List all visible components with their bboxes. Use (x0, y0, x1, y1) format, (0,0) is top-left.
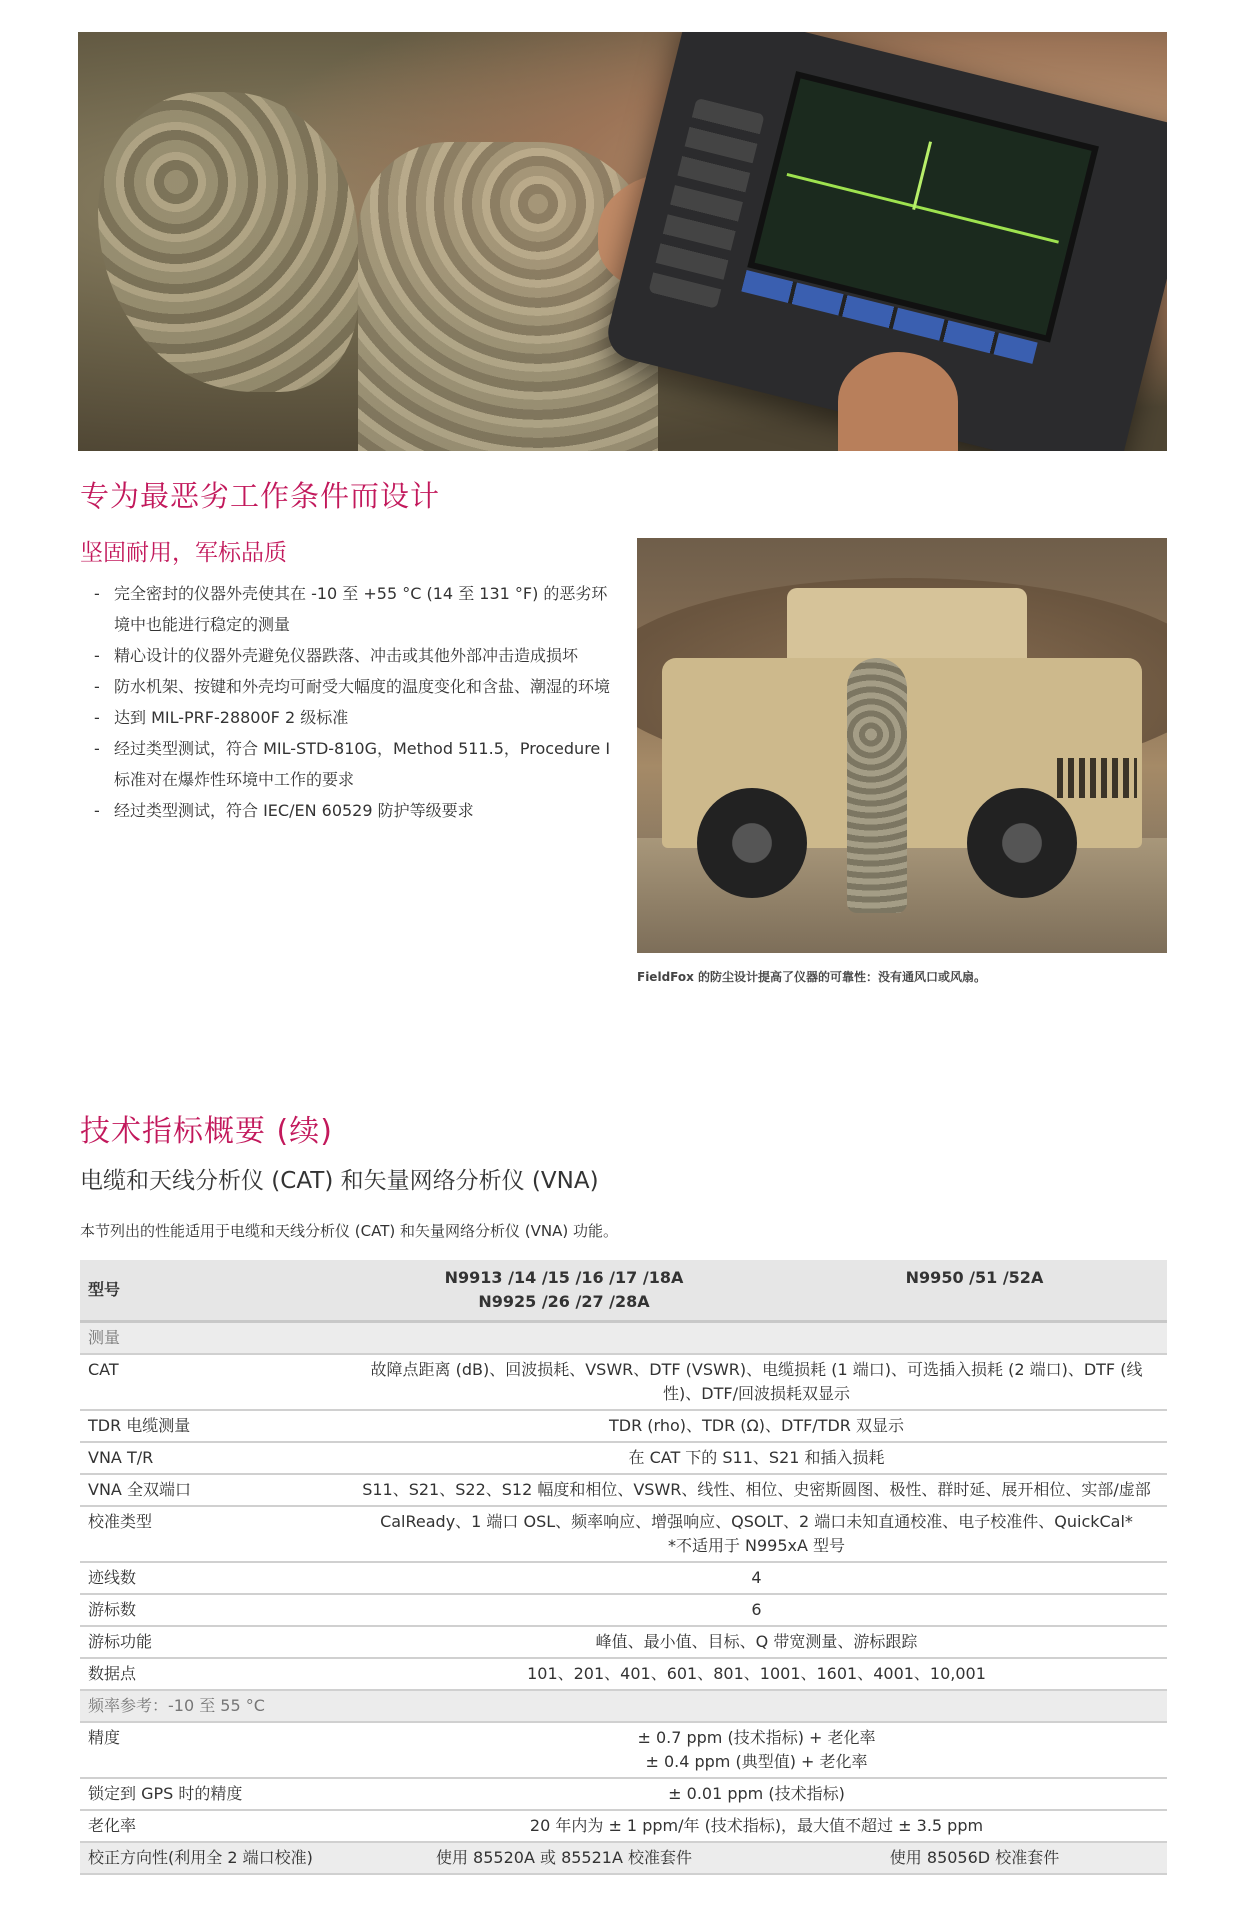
header-model-col2: N9950 /51 /52A (782, 1260, 1167, 1322)
bullet-item: - 防水机架、按键和外壳均可耐受大幅度的温度变化和含盐、潮湿的环境 (92, 671, 612, 702)
group-measurement: 测量 (80, 1322, 1167, 1355)
row-label: 校正方向性(利用全 2 端口校准) (80, 1842, 346, 1874)
soldier-figure (847, 658, 907, 913)
cal-footnote: *不适用于 N995xA 型号 (667, 1536, 846, 1555)
humvee-wheel (697, 788, 807, 898)
row-label: 游标功能 (80, 1626, 346, 1658)
row-value: ± 0.01 ppm (技术指标) (346, 1778, 1167, 1810)
row-value: S11、S21、S22、S12 幅度和相位、VSWR、线性、相位、史密斯圆图、极性、群时延、展开相位、实部/虚部 (346, 1474, 1167, 1506)
table-row (80, 1658, 1167, 1690)
table-row (80, 1562, 1167, 1594)
row-value: 峰值、最小值、目标、Q 带宽测量、游标跟踪 (346, 1626, 1167, 1658)
table-row (80, 1722, 1167, 1778)
row-value: 6 (346, 1594, 1167, 1626)
row-value-col2: 使用 85056D 校准套件 (782, 1842, 1167, 1874)
section-subtitle: 电缆和天线分析仪 (CAT) 和矢量网络分析仪 (VNA) (80, 1168, 599, 1194)
group-frequency-reference: 频率参考：-10 至 55 °C (80, 1690, 1167, 1722)
spectrum-peak (912, 141, 932, 210)
row-value: 101、201、401、601、801、1001、1601、4001、10,001 (346, 1658, 1167, 1690)
row-label: 校准类型 (80, 1506, 346, 1562)
row-value: 20 年内为 ± 1 ppm/年 (技术指标)，最大值不超过 ± 3.5 ppm (346, 1810, 1167, 1842)
row-label: TDR 电缆测量 (80, 1410, 346, 1442)
bullet-item: - 经过类型测试，符合 MIL-STD-810G，Method 511.5，Procedure I 标准对在爆炸性环境中工作的要求 (92, 733, 612, 795)
row-label: 游标数 (80, 1594, 346, 1626)
spectrum-trace (787, 173, 1059, 244)
table-row (80, 1354, 1167, 1410)
header-col1-line1: N9913 /14 /15 /16 /17 /18A (444, 1268, 684, 1287)
header-model-label: 型号 (80, 1260, 346, 1322)
row-label: 老化率 (80, 1810, 346, 1842)
humvee-grill (1057, 758, 1137, 798)
row-value: 4 (346, 1562, 1167, 1594)
bullet-item: - 经过类型测试，符合 IEC/EN 60529 防护等级要求 (92, 795, 612, 826)
row-label: 精度 (80, 1722, 346, 1778)
table-row (80, 1474, 1167, 1506)
photo-caption: FieldFox 的防尘设计提高了仪器的可靠性：没有通风口或风扇。 (637, 970, 987, 984)
table-row (80, 1594, 1167, 1626)
feature-bullet-list (92, 578, 612, 826)
humvee-field-photo (637, 538, 1167, 953)
table-group-row (80, 1322, 1167, 1355)
row-label: VNA T/R (80, 1442, 346, 1474)
bullet-item: - 达到 MIL-PRF-28800F 2 级标准 (92, 702, 612, 733)
row-label: 锁定到 GPS 时的精度 (80, 1778, 346, 1810)
row-value (346, 1722, 1167, 1778)
humvee-wheel (967, 788, 1077, 898)
section-note: 本节列出的性能适用于电缆和天线分析仪 (CAT) 和矢量网络分析仪 (VNA) 功能。 (80, 1222, 618, 1240)
accuracy-typical: ± 0.4 ppm (典型值) + 老化率 (645, 1752, 868, 1771)
row-value (346, 1506, 1167, 1562)
bullet-item: - 精心设计的仪器外壳避免仪器跌落、冲击或其他外部冲击造成损坏 (92, 640, 612, 671)
subheading-rugged: 坚固耐用，军标品质 (80, 540, 287, 566)
hero-photo-handheld-analyzer (78, 32, 1167, 451)
accuracy-spec: ± 0.7 ppm (技术指标) + 老化率 (637, 1728, 876, 1747)
soldier-camo-torso (98, 92, 358, 392)
soldier-camo-arm (358, 142, 658, 451)
bullet-item: - 完全密封的仪器外壳使其在 -10 至 +55 °C (14 至 131 °F) 的恶劣环境中也能进行稳定的测量 (92, 578, 612, 640)
row-label: 迹线数 (80, 1562, 346, 1594)
row-label: VNA 全双端口 (80, 1474, 346, 1506)
row-value-col1: 使用 85520A 或 85521A 校准套件 (346, 1842, 782, 1874)
heading-harsh-conditions: 专为最恶劣工作条件而设计 (80, 479, 441, 513)
cal-types: CalReady、1 端口 OSL、频率响应、增强响应、QSOLT、2 端口未知直通校准、电子校准件、QuickCal* (380, 1512, 1133, 1531)
thumb-shape (838, 352, 958, 451)
table-group-row (80, 1690, 1167, 1722)
table-header-row (80, 1260, 1167, 1322)
row-value: 故障点距离 (dB)、回波损耗、VSWR、DTF (VSWR)、电缆损耗 (1 端口)、可选插入损耗 (2 端口)、DTF (线性)、DTF/回波损耗双显示 (346, 1354, 1167, 1410)
row-label: 数据点 (80, 1658, 346, 1690)
header-model-col1 (346, 1260, 782, 1322)
table-row (80, 1842, 1167, 1874)
header-col1-line2: N9925 /26 /27 /28A (478, 1292, 650, 1311)
row-value: TDR (rho)、TDR (Ω)、DTF/TDR 双显示 (346, 1410, 1167, 1442)
section-title: 技术指标概要 (续) (80, 1114, 333, 1149)
row-label: CAT (80, 1354, 346, 1410)
table-row (80, 1810, 1167, 1842)
table-row (80, 1442, 1167, 1474)
table-row (80, 1778, 1167, 1810)
row-value: 在 CAT 下的 S11、S21 和插入损耗 (346, 1442, 1167, 1474)
table-row (80, 1506, 1167, 1562)
table-row (80, 1626, 1167, 1658)
spec-table (80, 1260, 1167, 1875)
table-row (80, 1410, 1167, 1442)
